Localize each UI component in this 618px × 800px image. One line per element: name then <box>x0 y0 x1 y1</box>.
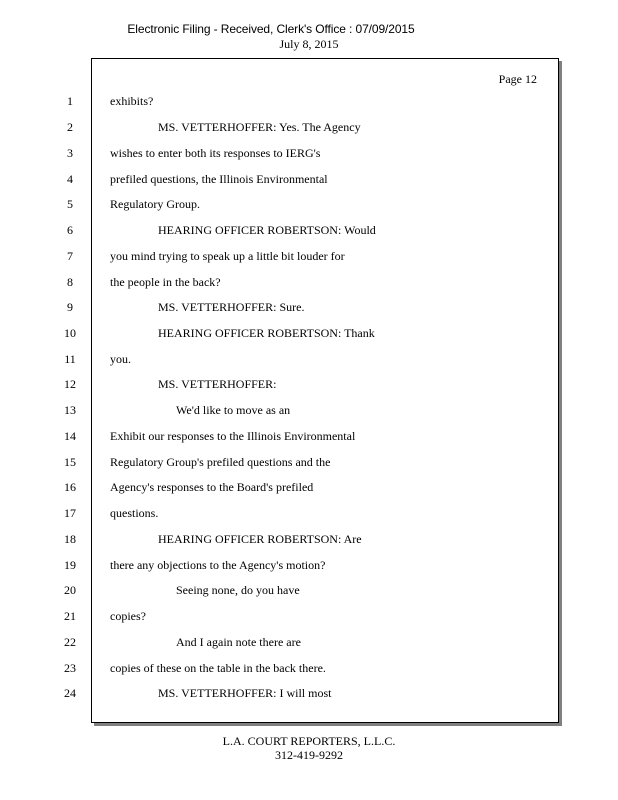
transcript-line: Seeing none, do you have <box>176 583 300 597</box>
transcript-line: HEARING OFFICER ROBERTSON: Thank <box>158 326 375 340</box>
transcript-line: wishes to enter both its responses to IERG's <box>110 146 321 160</box>
line-number: 10 <box>64 326 76 340</box>
line-number: 13 <box>64 403 76 417</box>
line-number: 6 <box>67 223 73 237</box>
reporter-phone: 312-419-9292 <box>275 748 343 762</box>
page-number: Page 12 <box>498 72 537 86</box>
transcript-line: Exhibit our responses to the Illinois Environmental <box>110 429 356 443</box>
transcript-line: Regulatory Group's prefiled questions and the <box>110 455 331 469</box>
line-number: 16 <box>64 480 76 494</box>
line-number: 4 <box>67 172 73 186</box>
transcript-line: questions. <box>110 506 159 520</box>
transcript-line: you mind trying to speak up a little bit louder for <box>110 249 345 263</box>
transcript-line: copies? <box>110 609 146 623</box>
line-number: 19 <box>64 558 76 572</box>
transcript-line: HEARING OFFICER ROBERTSON: Would <box>158 223 376 237</box>
line-number: 11 <box>64 352 76 366</box>
line-number: 22 <box>64 635 76 649</box>
transcript-line: MS. VETTERHOFFER: Yes. The Agency <box>158 120 361 134</box>
line-number: 5 <box>67 197 73 211</box>
transcript-line: copies of these on the table in the back there. <box>110 661 326 675</box>
transcript-line: exhibits? <box>110 94 154 108</box>
line-number: 12 <box>64 377 76 391</box>
line-number: 1 <box>67 94 73 108</box>
line-number: 8 <box>67 275 73 289</box>
transcript-date: July 8, 2015 <box>279 37 339 51</box>
line-number: 24 <box>64 686 76 700</box>
transcript-line: Regulatory Group. <box>110 197 200 211</box>
transcript-line: And I again note there are <box>176 635 301 649</box>
transcript-line: MS. VETTERHOFFER: <box>158 377 277 391</box>
filing-stamp: Electronic Filing - Received, Clerk's Office : 07/09/2015 <box>127 22 415 36</box>
transcript-line: Agency's responses to the Board's prefiled <box>110 480 314 494</box>
transcript-line: MS. VETTERHOFFER: I will most <box>158 686 332 700</box>
transcript-line: We'd like to move as an <box>176 403 291 417</box>
transcript-line: you. <box>110 352 131 366</box>
line-number: 15 <box>64 455 76 469</box>
transcript-line: MS. VETTERHOFFER: Sure. <box>158 300 305 314</box>
line-number: 14 <box>64 429 76 443</box>
line-number: 21 <box>64 609 76 623</box>
transcript-line: HEARING OFFICER ROBERTSON: Are <box>158 532 362 546</box>
line-number: 23 <box>64 661 76 675</box>
reporter-company: L.A. COURT REPORTERS, L.L.C. <box>222 734 396 748</box>
line-number: 9 <box>67 300 73 314</box>
line-number: 17 <box>64 506 76 520</box>
line-number: 20 <box>64 583 76 597</box>
line-number: 18 <box>64 532 76 546</box>
line-number: 2 <box>67 120 73 134</box>
transcript-line: prefiled questions, the Illinois Environmental <box>110 172 328 186</box>
line-number: 3 <box>67 146 73 160</box>
line-number: 7 <box>67 249 73 263</box>
transcript-line: the people in the back? <box>110 275 221 289</box>
transcript-line: there any objections to the Agency's motion? <box>110 558 326 572</box>
